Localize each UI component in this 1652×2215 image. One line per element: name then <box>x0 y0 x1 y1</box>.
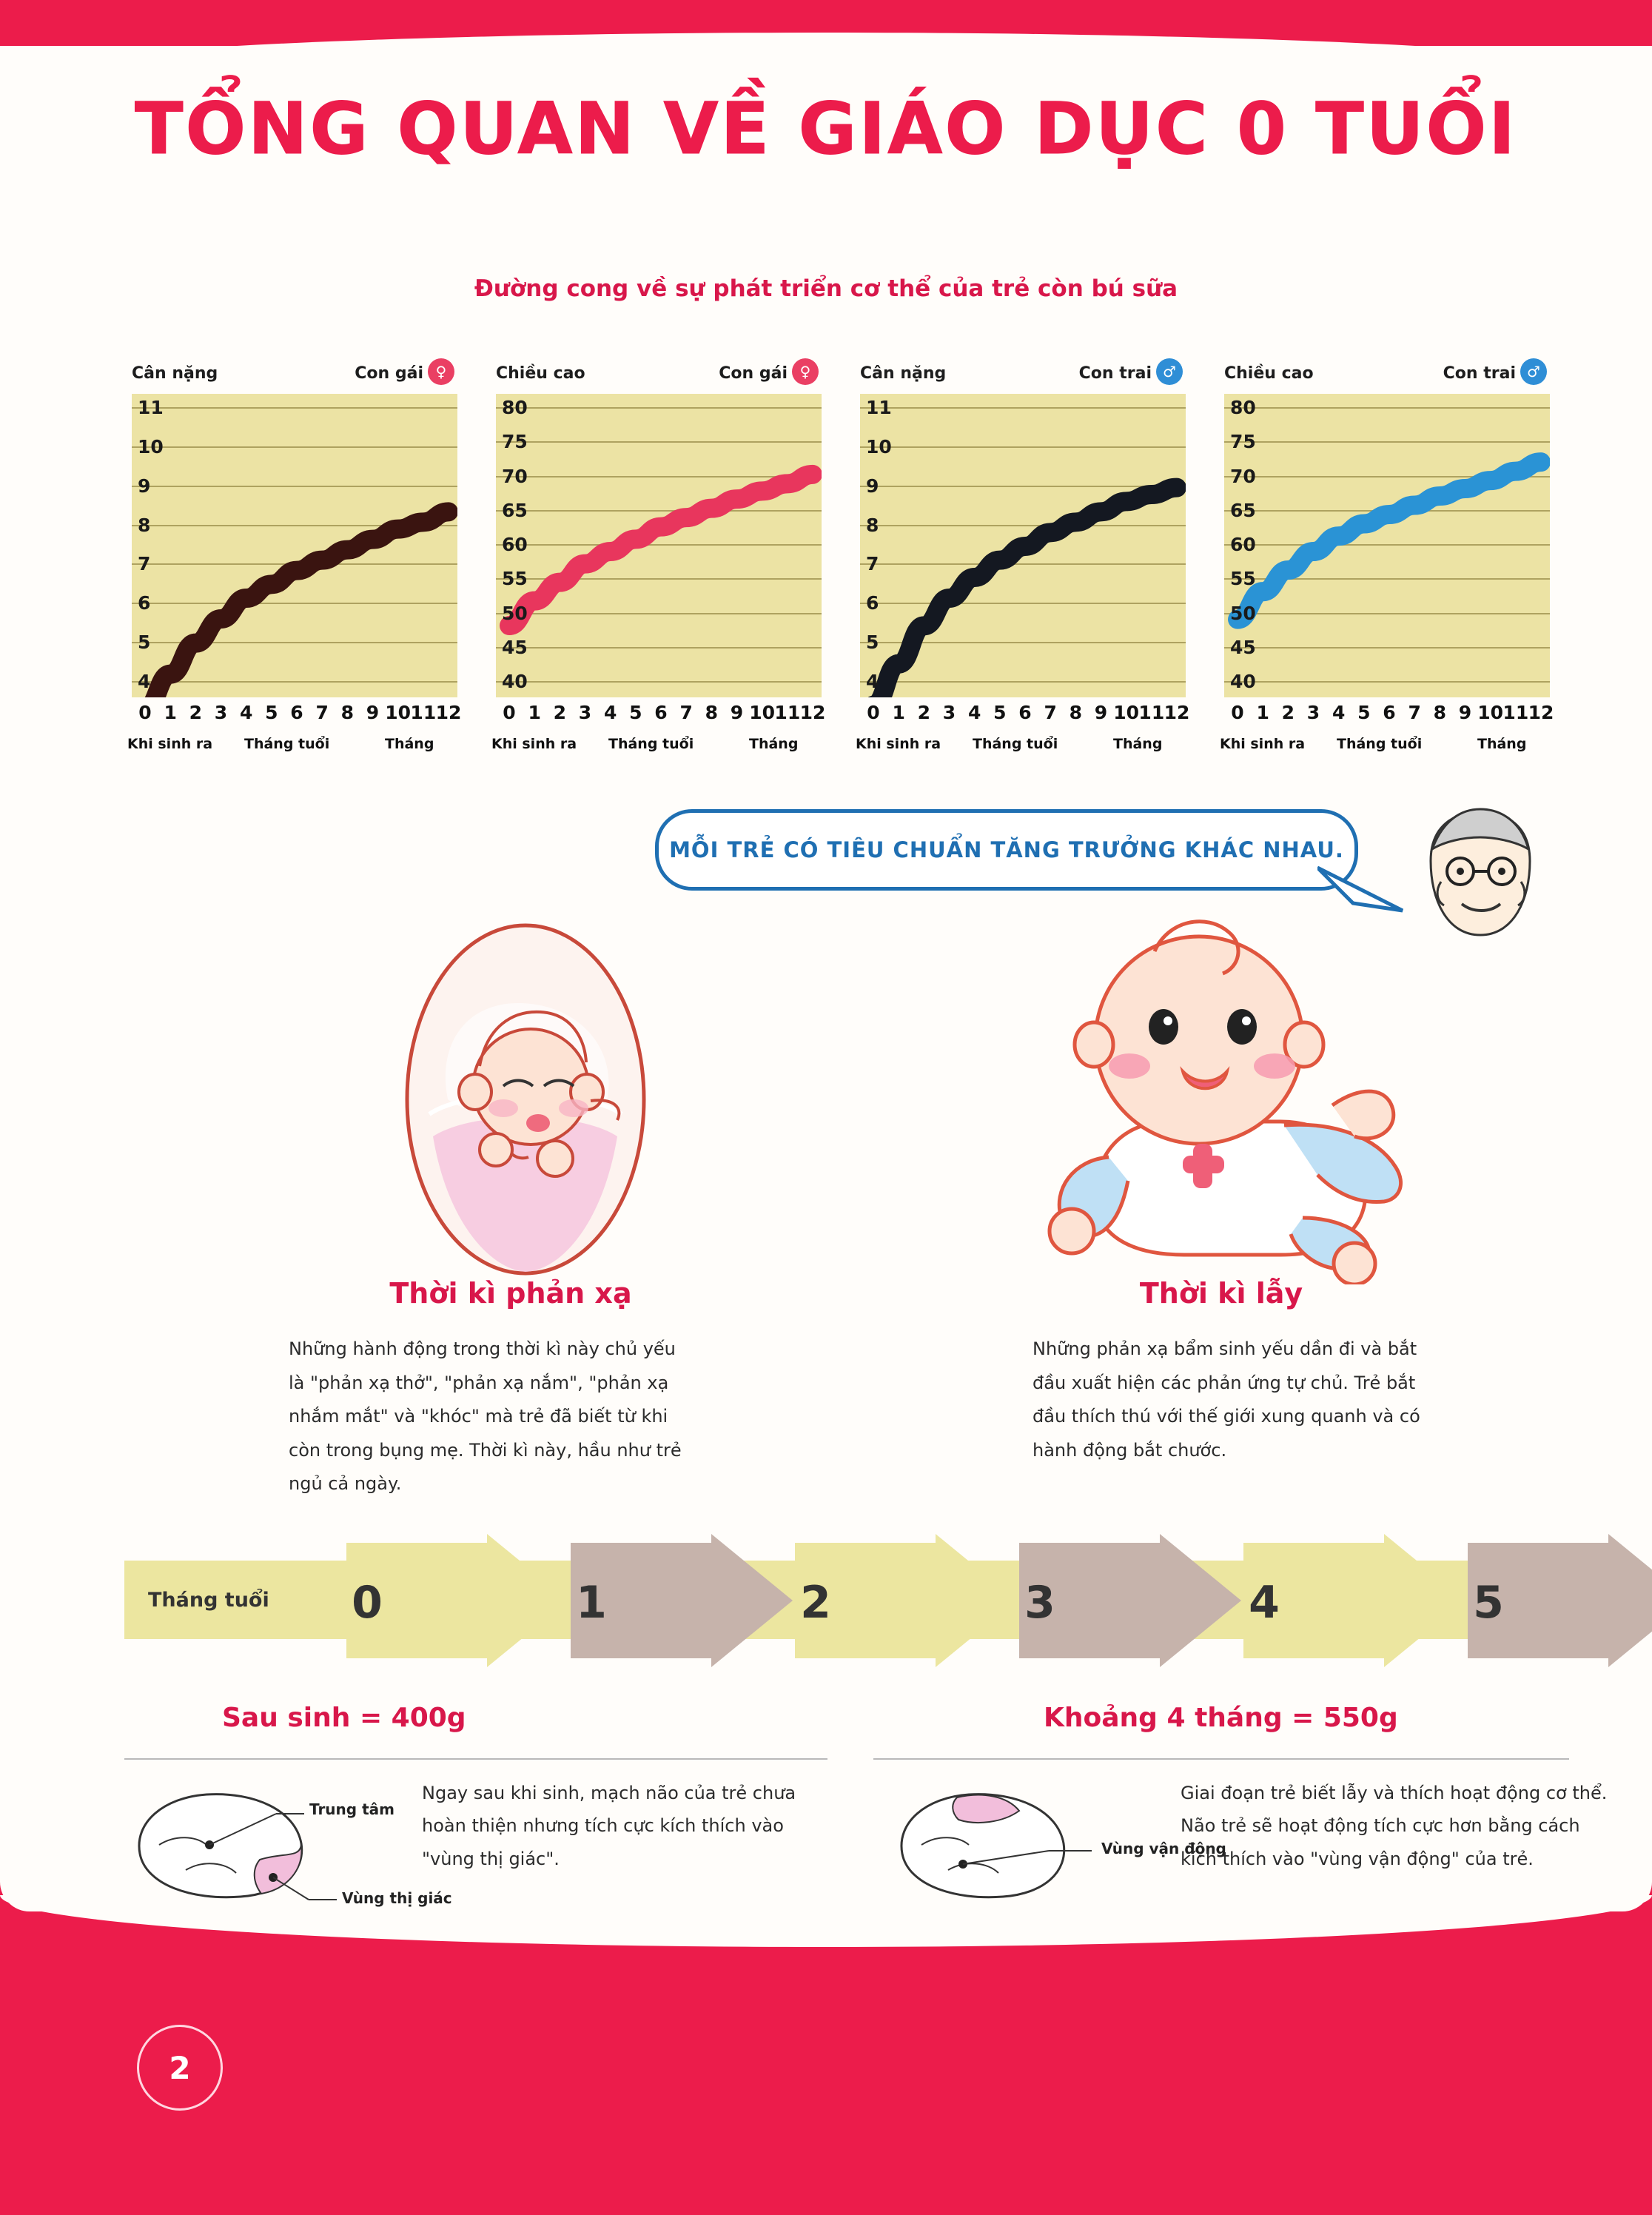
chart-y-tick: 80 <box>1230 397 1256 418</box>
chart-x-tick: 5 <box>993 702 1007 723</box>
chart-y-axis-3 <box>1230 394 1275 697</box>
growth-chart-3 <box>1203 348 1554 785</box>
chart-x-tick: 1 <box>1256 702 1269 723</box>
chart-x-tick: 2 <box>917 702 931 723</box>
page-number: 2 <box>137 2025 223 2111</box>
page-title: TỔNG QUAN VỀ GIÁO DỤC 0 TUỔI <box>135 87 1517 170</box>
female-symbol-icon: ♀ <box>792 358 819 385</box>
brain-tag-center: Trung tâm <box>309 1800 394 1818</box>
chart-y-tick: 11 <box>138 397 164 418</box>
chart-curve-3 <box>1238 462 1541 619</box>
chart-x-tick: 10 <box>1113 702 1140 723</box>
chart-legend-3: Con trai <box>1443 364 1516 383</box>
chart-y-tick: 70 <box>1230 465 1256 487</box>
chart-y-tick: 50 <box>1230 602 1256 624</box>
brain-tag-visual: Vùng thị giác <box>342 1889 452 1907</box>
chart-y-tick: 9 <box>138 475 151 497</box>
chart-y-tick: 8 <box>866 514 879 536</box>
chart-x-tick: 7 <box>679 702 693 723</box>
chart-y-tick: 40 <box>1230 671 1256 692</box>
chart-x-caption-right: Tháng <box>385 736 434 752</box>
male-symbol-icon: ♂ <box>1520 358 1547 385</box>
chart-y-axis-2 <box>866 394 910 697</box>
chart-x-caption-left: Khi sinh ra <box>127 736 213 752</box>
growth-chart-1 <box>475 348 826 785</box>
chart-title-2: Cân nặng <box>860 364 947 383</box>
timeline-month-1: 1 <box>576 1577 607 1629</box>
chart-y-tick: 11 <box>866 397 892 418</box>
divider-right <box>873 1758 1569 1760</box>
chart-x-tick: 0 <box>1231 702 1244 723</box>
chart-curve-0 <box>145 512 449 697</box>
chart-y-tick: 4 <box>138 671 151 692</box>
chart-x-tick: 3 <box>578 702 592 723</box>
chart-x-tick: 4 <box>1332 702 1346 723</box>
male-symbol-icon: ♂ <box>1156 358 1183 385</box>
chart-legend-1: Con gái <box>719 364 788 383</box>
chart-y-tick: 50 <box>502 602 528 624</box>
growth-charts <box>111 348 1562 785</box>
chart-x-tick: 7 <box>315 702 329 723</box>
chart-x-tick: 0 <box>138 702 152 723</box>
chart-x-tick: 3 <box>942 702 956 723</box>
chart-y-tick: 6 <box>866 592 879 614</box>
brain-note-right: Giai đoạn trẻ biết lẫy và thích hoạt động cơ thể. Não trẻ sẽ hoạt động tích cực hơn bằng cách kích thích vào "vùng vận động" của trẻ. <box>1181 1783 1608 1869</box>
chart-x-caption-center: Tháng tuổi <box>1337 736 1423 752</box>
speech-bubble-text: MỖI TRẺ CÓ TIÊU CHUẨN TĂNG TRƯỞNG KHÁC NHAU. <box>669 837 1344 862</box>
chart-legend-2: Con trai <box>1078 364 1152 383</box>
timeline-month-0: 0 <box>352 1577 383 1629</box>
timeline-month-4: 4 <box>1249 1577 1280 1629</box>
section-body-rollover: Những phản xạ bẩm sinh yếu dần đi và bắt đầu xuất hiện các phản ứng tự chủ. Trẻ bắt đầu thích thú với thế giới xung quanh và có hành động bắt chước. <box>1032 1338 1420 1461</box>
chart-y-tick: 65 <box>1230 499 1256 521</box>
chart-y-axis-0 <box>138 394 182 697</box>
chart-x-tick: 9 <box>1094 702 1108 723</box>
growth-chart-2 <box>839 348 1190 785</box>
chart-x-tick: 12 <box>1164 702 1190 723</box>
chart-x-tick: 12 <box>435 702 462 723</box>
chart-y-tick: 40 <box>502 671 528 692</box>
chart-x-tick: 11 <box>1138 702 1165 723</box>
chart-y-tick: 10 <box>138 435 164 458</box>
chart-y-tick: 75 <box>1230 431 1256 453</box>
chart-x-tick: 1 <box>892 702 905 723</box>
chart-y-tick: 5 <box>866 631 879 654</box>
chart-y-tick: 5 <box>138 631 151 654</box>
chart-x-caption-left: Khi sinh ra <box>856 736 941 752</box>
weight-four-months: Khoảng 4 tháng = 550g <box>1044 1703 1398 1733</box>
chart-x-caption-right: Tháng <box>749 736 799 752</box>
divider-left <box>124 1758 827 1760</box>
timeline-month-2: 2 <box>800 1577 831 1629</box>
chart-x-tick: 5 <box>1357 702 1371 723</box>
chart-curve-2 <box>873 488 1177 697</box>
chart-x-caption-right: Tháng <box>1113 736 1163 752</box>
chart-x-tick: 6 <box>290 702 303 723</box>
chart-x-tick: 6 <box>1383 702 1396 723</box>
timeline-month-5: 5 <box>1473 1577 1504 1629</box>
weight-after-birth: Sau sinh = 400g <box>222 1703 466 1733</box>
chart-x-tick: 8 <box>705 702 719 723</box>
chart-x-tick: 6 <box>654 702 668 723</box>
section-caption-rollover: Thời kì lẫy <box>1139 1277 1303 1310</box>
chart-x-tick: 4 <box>603 702 617 723</box>
chart-y-tick: 45 <box>502 636 528 658</box>
chart-x-tick: 10 <box>385 702 412 723</box>
chart-y-tick: 55 <box>1230 568 1256 590</box>
chart-y-tick: 9 <box>866 475 879 497</box>
chart-x-axis-3 <box>1224 702 1554 731</box>
chart-x-caption-center: Tháng tuổi <box>973 736 1058 752</box>
chart-x-tick: 10 <box>749 702 776 723</box>
chart-x-caption-left: Khi sinh ra <box>491 736 577 752</box>
chart-x-tick: 2 <box>553 702 567 723</box>
chart-x-tick: 1 <box>528 702 541 723</box>
chart-x-caption-center: Tháng tuổi <box>244 736 330 752</box>
chart-x-tick: 3 <box>1306 702 1320 723</box>
chart-x-caption-center: Tháng tuổi <box>608 736 694 752</box>
brain-tag-motor: Vùng vận động <box>1101 1840 1226 1857</box>
chart-y-tick: 45 <box>1230 636 1256 658</box>
chart-y-tick: 10 <box>866 435 892 458</box>
chart-title-1: Chiều cao <box>496 364 585 383</box>
chart-x-tick: 10 <box>1477 702 1504 723</box>
chart-title-3: Chiều cao <box>1224 364 1314 383</box>
chart-y-tick: 55 <box>502 568 528 590</box>
chart-y-tick: 70 <box>502 465 528 487</box>
chart-x-tick: 6 <box>1018 702 1032 723</box>
doctor-face-icon <box>1410 803 1551 951</box>
chart-x-tick: 9 <box>366 702 380 723</box>
chart-x-tick: 8 <box>1069 702 1083 723</box>
female-symbol-icon: ♀ <box>428 358 454 385</box>
chart-x-tick: 3 <box>214 702 228 723</box>
newborn-illustration <box>318 914 733 1284</box>
chart-x-tick: 4 <box>967 702 981 723</box>
chart-title-0: Cân nặng <box>132 364 218 383</box>
chart-x-tick: 9 <box>730 702 744 723</box>
timeline-label: Tháng tuổi <box>148 1589 269 1612</box>
chart-y-tick: 7 <box>866 553 879 575</box>
chart-x-tick: 8 <box>1433 702 1447 723</box>
chart-y-tick: 80 <box>502 397 528 418</box>
month-timeline <box>124 1534 1553 1667</box>
page-subtitle: Đường cong về sự phát triển cơ thể của trẻ còn bú sữa <box>474 275 1178 302</box>
chart-x-tick: 11 <box>774 702 801 723</box>
chart-y-tick: 65 <box>502 499 528 521</box>
chart-x-tick: 4 <box>239 702 253 723</box>
chart-x-axis-1 <box>496 702 826 731</box>
chart-x-tick: 2 <box>189 702 203 723</box>
chart-x-tick: 9 <box>1458 702 1472 723</box>
growth-chart-0 <box>111 348 462 785</box>
section-body-reflex: Những hành động trong thời kì này chủ yếu là "phản xạ thở", "phản xạ nắm", "phản xạ nhắm mắt" và "khóc" mà trẻ đã biết từ khi còn trong bụng mẹ. Thời kì này, hầu như trẻ ngủ cả ngày. <box>289 1338 682 1495</box>
chart-x-tick: 1 <box>164 702 177 723</box>
chart-y-tick: 60 <box>1230 534 1256 555</box>
chart-y-tick: 4 <box>866 671 879 692</box>
chart-y-tick: 7 <box>138 553 151 575</box>
section-caption-reflex: Thời kì phản xạ <box>389 1277 632 1310</box>
chart-y-tick: 6 <box>138 592 151 614</box>
chart-x-tick: 7 <box>1408 702 1421 723</box>
chart-x-axis-0 <box>132 702 462 731</box>
chart-x-caption-left: Khi sinh ra <box>1220 736 1306 752</box>
chart-legend-0: Con gái <box>355 364 423 383</box>
chart-x-tick: 0 <box>503 702 516 723</box>
chart-x-axis-2 <box>860 702 1190 731</box>
chart-x-tick: 11 <box>1502 702 1529 723</box>
chart-x-tick: 2 <box>1281 702 1295 723</box>
chart-x-caption-right: Tháng <box>1477 736 1527 752</box>
chart-x-tick: 5 <box>265 702 278 723</box>
chart-x-tick: 8 <box>340 702 355 723</box>
chart-y-tick: 60 <box>502 534 528 555</box>
chart-y-axis-1 <box>502 394 546 697</box>
chart-x-tick: 7 <box>1044 702 1057 723</box>
chart-curve-1 <box>509 475 813 626</box>
timeline-month-3: 3 <box>1024 1577 1055 1629</box>
chart-x-tick: 12 <box>1528 702 1554 723</box>
chart-x-tick: 0 <box>867 702 880 723</box>
chart-y-tick: 8 <box>138 514 151 536</box>
chart-x-tick: 12 <box>799 702 826 723</box>
chart-x-tick: 11 <box>410 702 437 723</box>
chart-y-tick: 75 <box>502 431 528 453</box>
brain-note-left: Ngay sau khi sinh, mạch não của trẻ chưa hoàn thiện nhưng tích cực kích thích vào "vùng thị giác". <box>422 1783 796 1869</box>
chart-x-tick: 5 <box>629 702 642 723</box>
speech-bubble <box>655 809 1358 891</box>
paper-top-curve <box>0 33 1652 77</box>
crawling-baby-illustration <box>984 899 1428 1284</box>
